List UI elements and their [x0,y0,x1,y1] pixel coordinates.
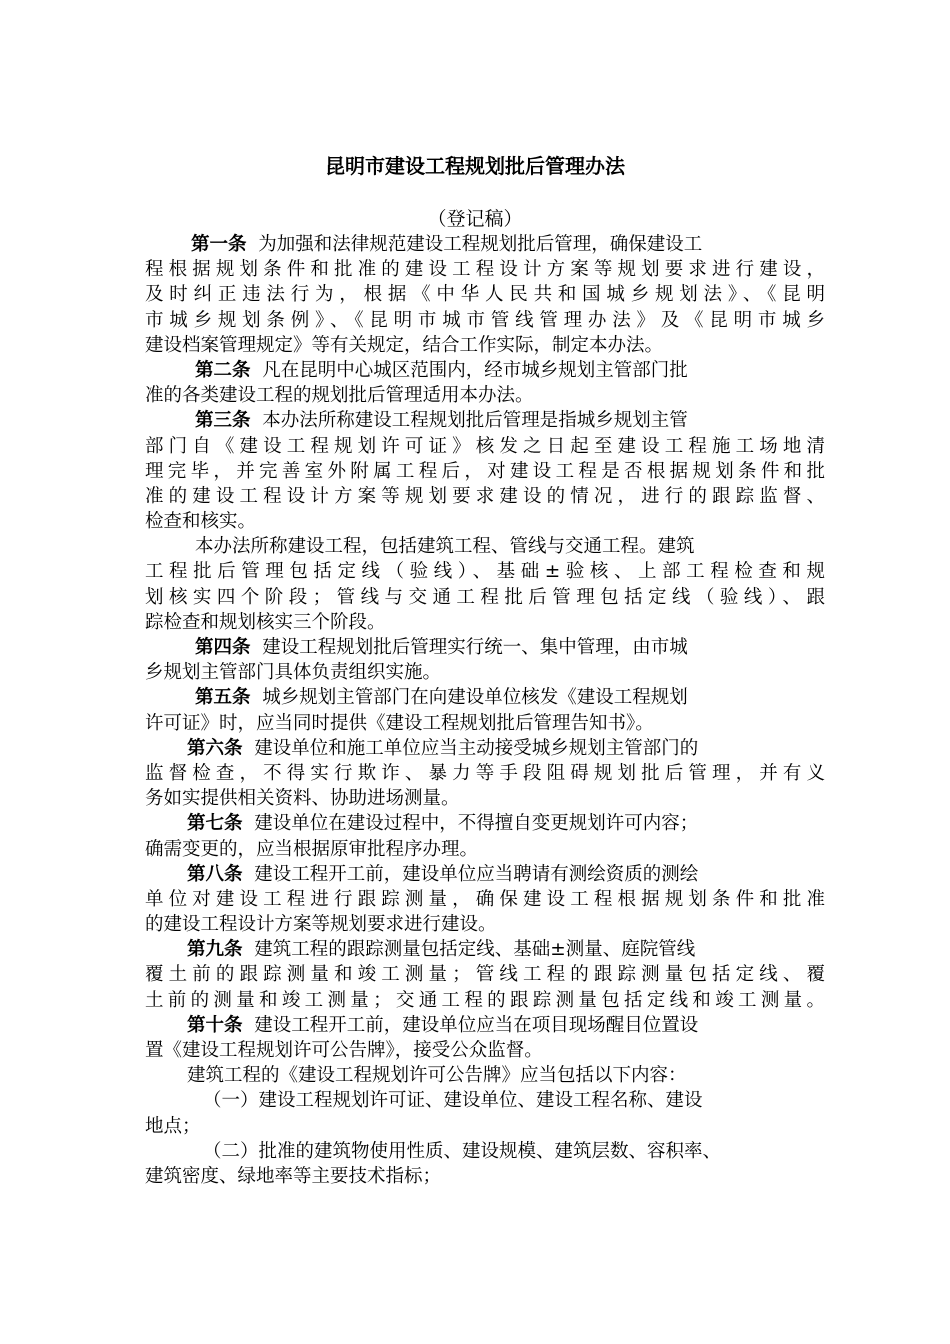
body-line: 单位对建设工程进行跟踪测量，确保建设工程根据规划条件和批准 [145,888,825,910]
body-line: 监督检查，不得实行欺诈、暴力等手段阻碍规划批后管理，并有义 [145,762,825,784]
body-line: 理完毕，并完善室外附属工程后，对建设工程是否根据规划条件和批 [145,460,825,482]
body-line: 市城乡规划条例》、《昆明市城市管线管理办法》及《昆明市城乡 [145,309,825,331]
article-text: 建设工程开工前，建设单位应当在项目现场醒目位置设 [254,1014,699,1036]
body-line: 确需变更的，应当根据原审批程序办理。 [145,838,479,860]
body-line: 工程批后管理包括定线（验线）、基础±验核、上部工程检查和规 [145,561,825,583]
article-text: 建设单位在建设过程中，不得擅自变更规划许可内容； [254,813,699,835]
body-line: 程根据规划条件和批准的建设工程设计方案等规划要求进行建设， [145,259,825,281]
body-line: （一）建设工程规划许可证、建设单位、建设工程名称、建设 [203,1090,703,1112]
article-label: 第六条 [187,737,243,759]
article-1-line-1 [145,232,825,257]
article-10-line-1 [145,1013,825,1038]
article-text: 建设单位和施工单位应当主动接受城乡规划主管部门的 [254,737,699,759]
body-line: 建筑工程的《建设工程规划许可公告牌》应当包括以下内容： [187,1065,687,1087]
body-line: 的建设工程设计方案等规划要求进行建设。 [145,914,497,936]
article-label: 第十条 [187,1014,243,1036]
body-line: 准的建设工程设计方案等规划要求建设的情况，进行的跟踪监督、 [145,485,825,507]
body-line: （二）批准的建筑物使用性质、建设规模、建筑层数、容积率、 [203,1140,722,1162]
article-text: 凡在昆明中心城区范围内，经市城乡规划主管部门批 [262,359,688,381]
body-line: 准的各类建设工程的规划批后管理适用本办法。 [145,385,534,407]
document-subtitle: （登记稿） [427,208,523,230]
article-text: 城乡规划主管部门在向建设单位核发《建设工程规划 [262,687,688,709]
article-label: 第二条 [195,359,251,381]
article-8-line-1 [145,862,825,887]
article-label: 第九条 [187,939,243,961]
article-9-line-1 [145,937,825,962]
body-line: 检查和核实。 [145,511,257,533]
article-text: 建筑工程的跟踪测量包括定线、基础±测量、庭院管线 [254,939,696,961]
article-6-line-1 [145,736,825,761]
article-label: 第五条 [195,687,251,709]
body-line: 置《建设工程规划许可公告牌》，接受公众监督。 [145,1040,543,1061]
article-label: 第四条 [195,637,251,658]
body-line: 覆土前的跟踪测量和竣工测量；管线工程的跟踪测量包括定线、覆 [145,964,825,986]
article-5-line-1 [145,685,825,710]
body-line: 土前的测量和竣工测量；交通工程的跟踪测量包括定线和竣工测量。 [145,989,825,1011]
article-4-line-1 [145,635,825,660]
article-label: 第七条 [187,813,243,835]
body-line: 务如实提供相关资料、协助进场测量。 [145,788,460,810]
article-text: 建设工程开工前，建设单位应当聘请有测绘资质的测绘 [254,863,699,885]
article-3-line-1 [145,408,825,433]
body-line: 踪检查和规划核实三个阶段。 [145,611,386,633]
document-body [145,232,825,1189]
document-title: 昆明市建设工程规划批后管理办法 [325,154,625,178]
body-line: 地点； [145,1115,201,1137]
body-line: 部门自《建设工程规划许可证》核发之日起至建设工程施工场地清 [145,435,825,457]
body-line: 许可证》时，应当同时提供《建设工程规划批后管理告知书》。 [145,712,654,734]
article-7-line-1 [145,811,825,836]
article-label: 第一条 [191,234,247,255]
article-text: 本办法所称建设工程规划批后管理是指城乡规划主管 [262,410,688,432]
body-line: 建设档案管理规定》等有关规定，结合工作实际，制定本办法。 [145,334,664,356]
article-label: 第八条 [187,863,243,885]
article-2-line-1 [145,358,825,383]
body-line: 建筑密度、绿地率等主要技术指标； [145,1165,442,1187]
article-label: 第三条 [195,410,251,432]
article-text: 建设工程规划批后管理实行统一、集中管理，由市城 [262,637,688,658]
body-line: 及时纠正违法行为，根据《中华人民共和国城乡规划法》、《昆明 [145,284,825,306]
article-text: 为加强和法律规范建设工程规划批后管理，确保建设工 [258,234,703,255]
body-line: 本办法所称建设工程，包括建筑工程、管线与交通工程。建筑 [195,536,695,558]
body-line: 划核实四个阶段；管线与交通工程批后管理包括定线（验线）、跟 [145,586,825,608]
body-line: 乡规划主管部门具体负责组织实施。 [145,662,442,684]
